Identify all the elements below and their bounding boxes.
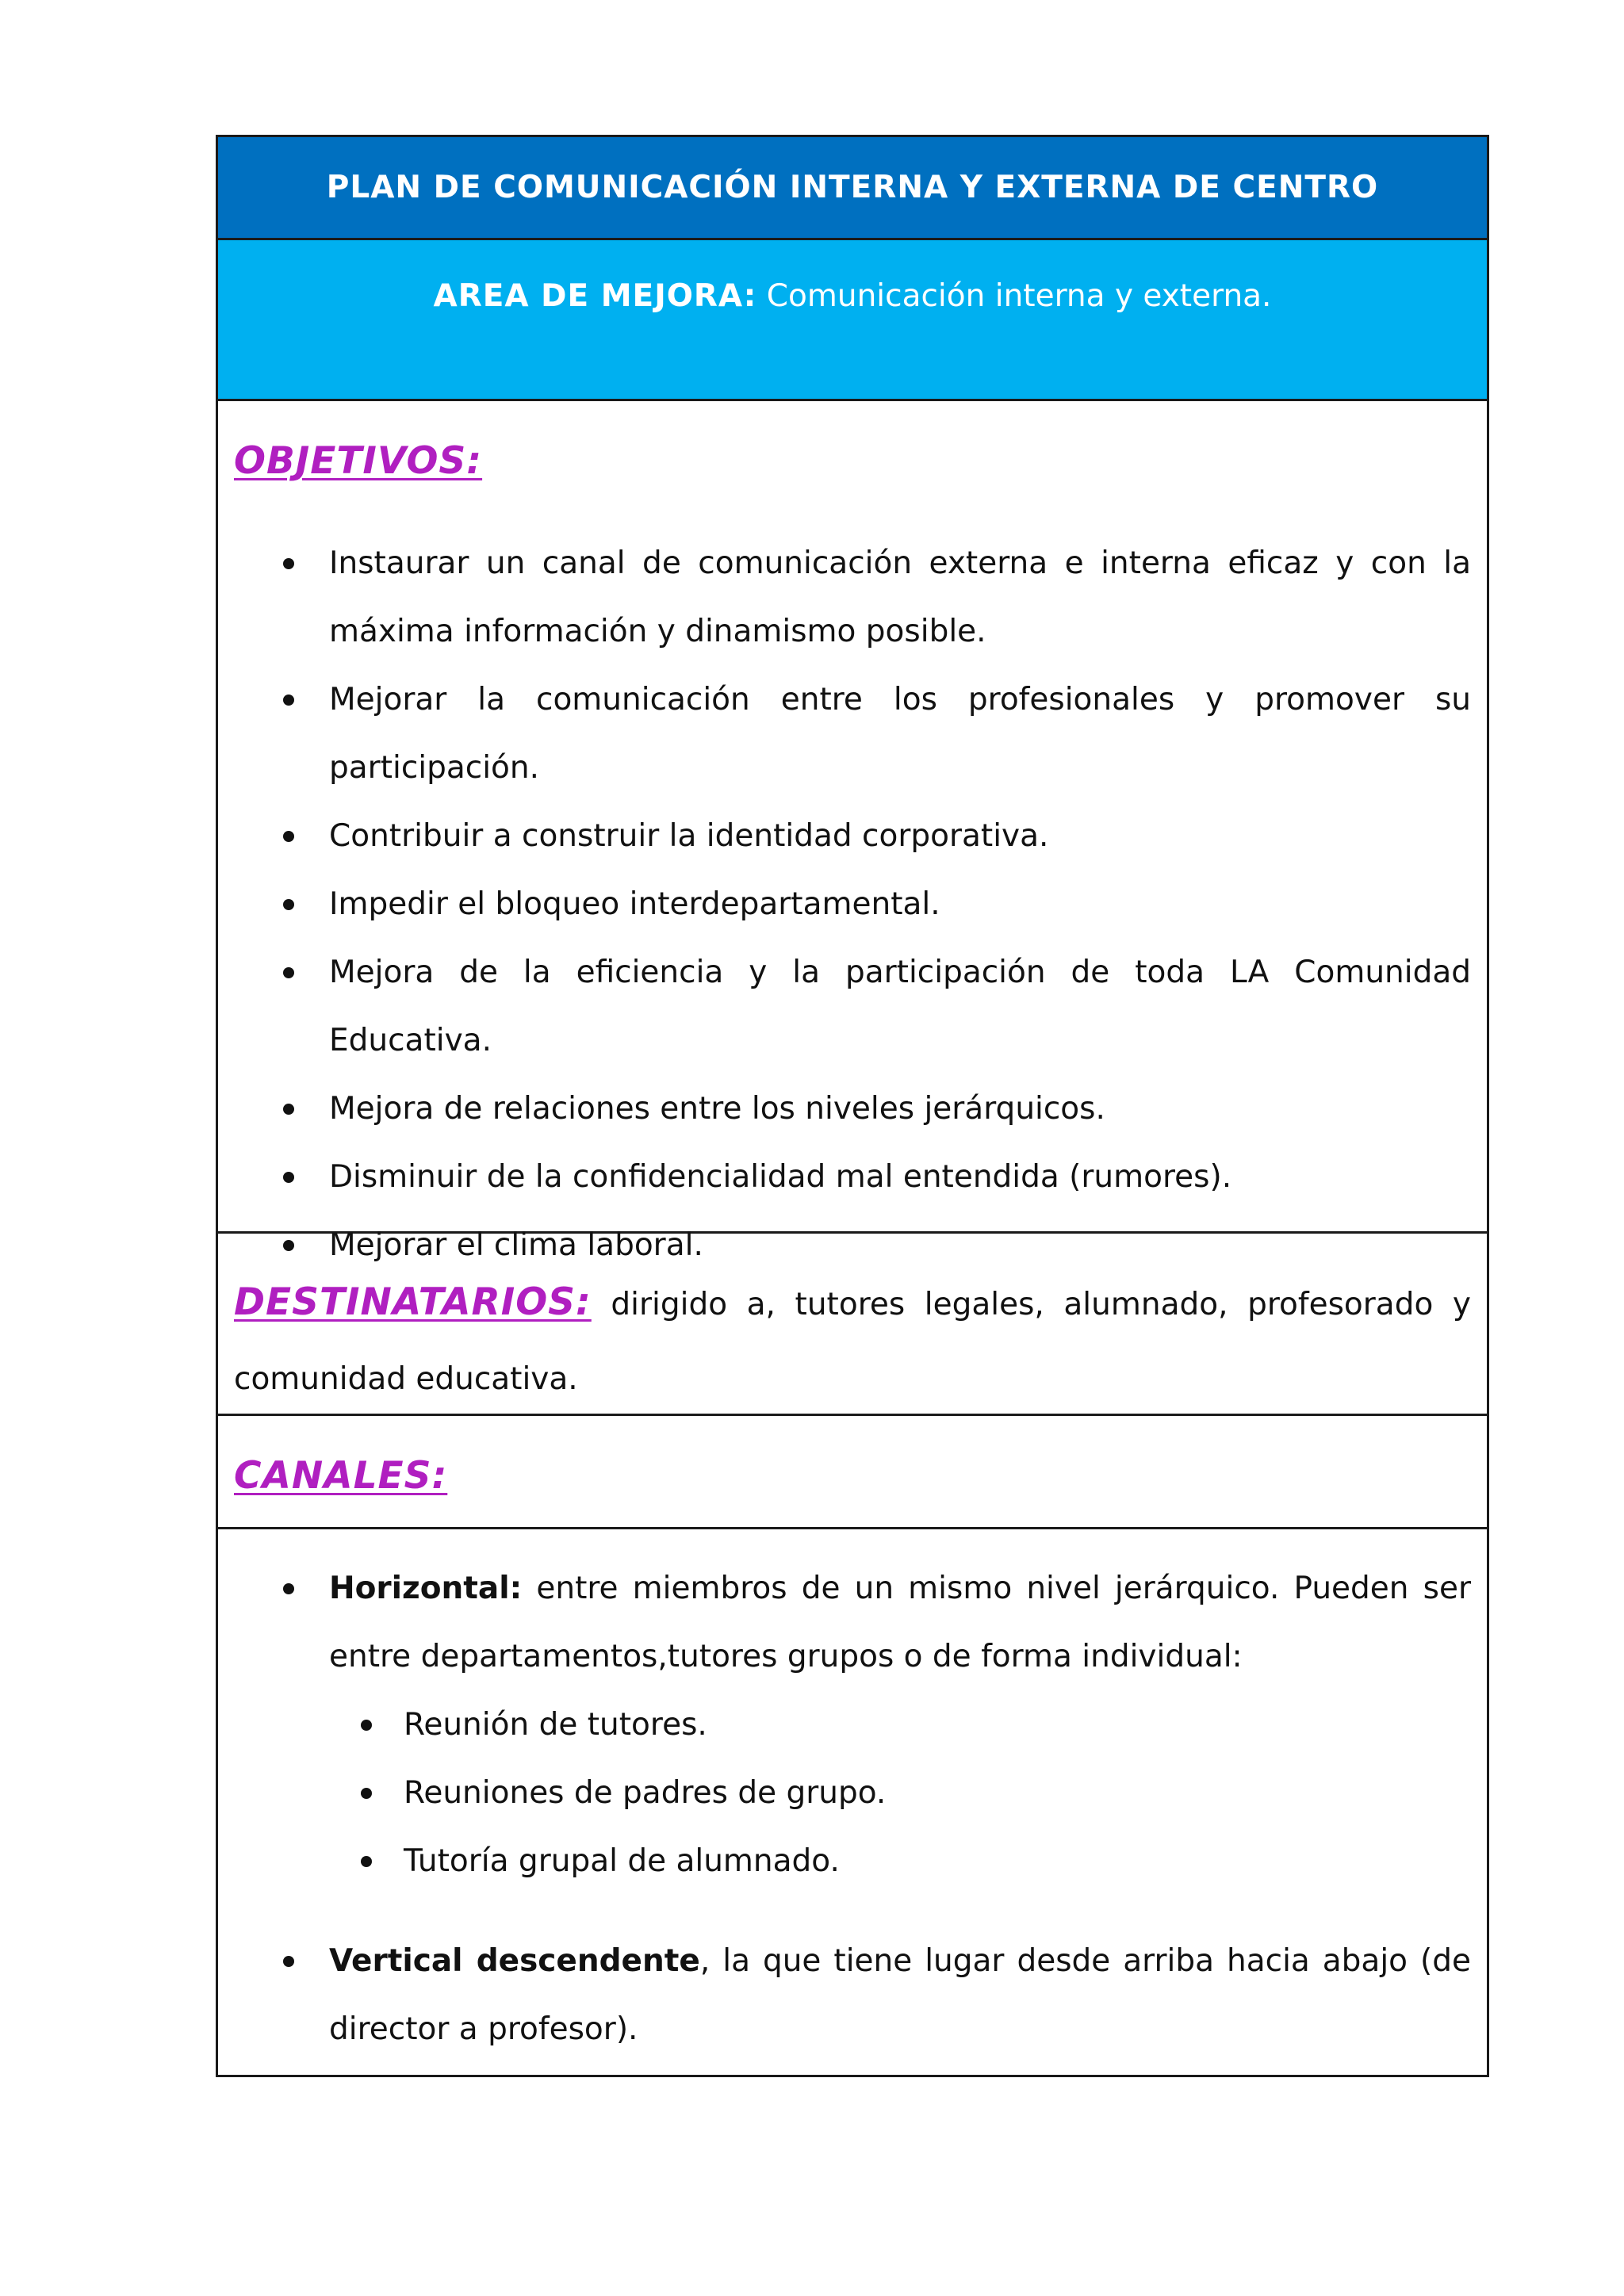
canales-list <box>234 1555 1471 2064</box>
horizontal-term: Horizontal: <box>329 1571 523 1606</box>
objetivos-section <box>218 401 1487 1263</box>
list-item-text: Mejorar el clima laboral. <box>329 1227 703 1263</box>
sub-list-item <box>234 1759 1471 1827</box>
bullet-icon <box>361 1788 372 1799</box>
list-item <box>234 666 1471 802</box>
vertical-text: , la que tiene lugar desde arriba hacia abajo (de director a profesor). <box>329 1943 1471 2047</box>
bullet-icon <box>283 1583 294 1594</box>
list-item-text: Mejorar la comunicación entre los profesionales y promover su participación. <box>329 682 1471 786</box>
sub-list-item <box>234 1691 1471 1759</box>
sub-list-item <box>234 1827 1471 1896</box>
list-item-text: Mejora de relaciones entre los niveles jerárquicos. <box>329 1091 1105 1127</box>
sub-list-item-text: Tutoría grupal de alumnado. <box>404 1843 840 1879</box>
list-item-text: Instaurar un canal de comunicación externa e interna eficaz y con la máxima información y dinamismo posible. <box>329 545 1471 649</box>
list-item-text: Contribuir a construir la identidad corporativa. <box>329 818 1049 854</box>
sub-list-item-text: Reuniones de padres de grupo. <box>404 1775 887 1811</box>
objetivos-list <box>234 530 1471 1280</box>
bullet-icon <box>283 831 294 842</box>
objetivos-heading: OBJETIVOS: <box>234 439 483 483</box>
canales-heading-row <box>218 1416 1487 1529</box>
area-value: Comunicación interna y externa. <box>756 278 1272 314</box>
horizontal-sub-list <box>234 1691 1471 1896</box>
document-title: PLAN DE COMUNICACIÓN INTERNA Y EXTERNA DE CENTRO <box>326 170 1379 205</box>
bullet-icon <box>283 967 294 978</box>
bullet-icon <box>283 695 294 706</box>
horizontal-text: entre miembros de un mismo nivel jerárquico. Pueden ser entre departamentos,tutores grupos o de forma individual: <box>329 1571 1471 1674</box>
list-item <box>234 802 1471 871</box>
bullet-icon <box>283 1956 294 1967</box>
list-item-text: Disminuir de la confidencialidad mal entendida (rumores). <box>329 1159 1232 1195</box>
list-item <box>234 871 1471 939</box>
list-item-text: Impedir el bloqueo interdepartamental. <box>329 886 940 922</box>
bullet-icon <box>283 899 294 910</box>
destinatarios-paragraph <box>234 1265 1471 1417</box>
list-item-horizontal <box>234 1555 1471 1896</box>
bullet-icon <box>361 1856 372 1867</box>
bullet-icon <box>283 1172 294 1183</box>
sub-list-item-text: Reunión de tutores. <box>404 1707 707 1743</box>
canales-section <box>218 1529 1487 2075</box>
area-row <box>218 240 1487 401</box>
destinatarios-heading: DESTINATARIOS: <box>234 1280 592 1324</box>
bullet-icon <box>283 558 294 569</box>
list-item <box>234 1143 1471 1211</box>
list-item <box>234 530 1471 666</box>
list-item-text: Mejora de la eficiencia y la participación de toda LA Comunidad Educativa. <box>329 955 1471 1058</box>
canales-heading: CANALES: <box>234 1454 448 1498</box>
bullet-icon <box>283 1104 294 1115</box>
plan-table <box>216 135 1489 2077</box>
vertical-term: Vertical descendente <box>329 1943 700 1979</box>
bullet-icon <box>361 1720 372 1731</box>
destinatarios-section <box>218 1234 1487 1416</box>
area-label: AREA DE MEJORA: <box>433 278 757 314</box>
list-item <box>234 1075 1471 1143</box>
destinatarios-text: dirigido a, tutores legales, alumnado, profesorado y comunidad educativa. <box>234 1287 1471 1397</box>
list-item <box>234 939 1471 1075</box>
list-item-vertical <box>234 1927 1471 2064</box>
area-line <box>218 240 1487 314</box>
title-row <box>218 137 1487 240</box>
